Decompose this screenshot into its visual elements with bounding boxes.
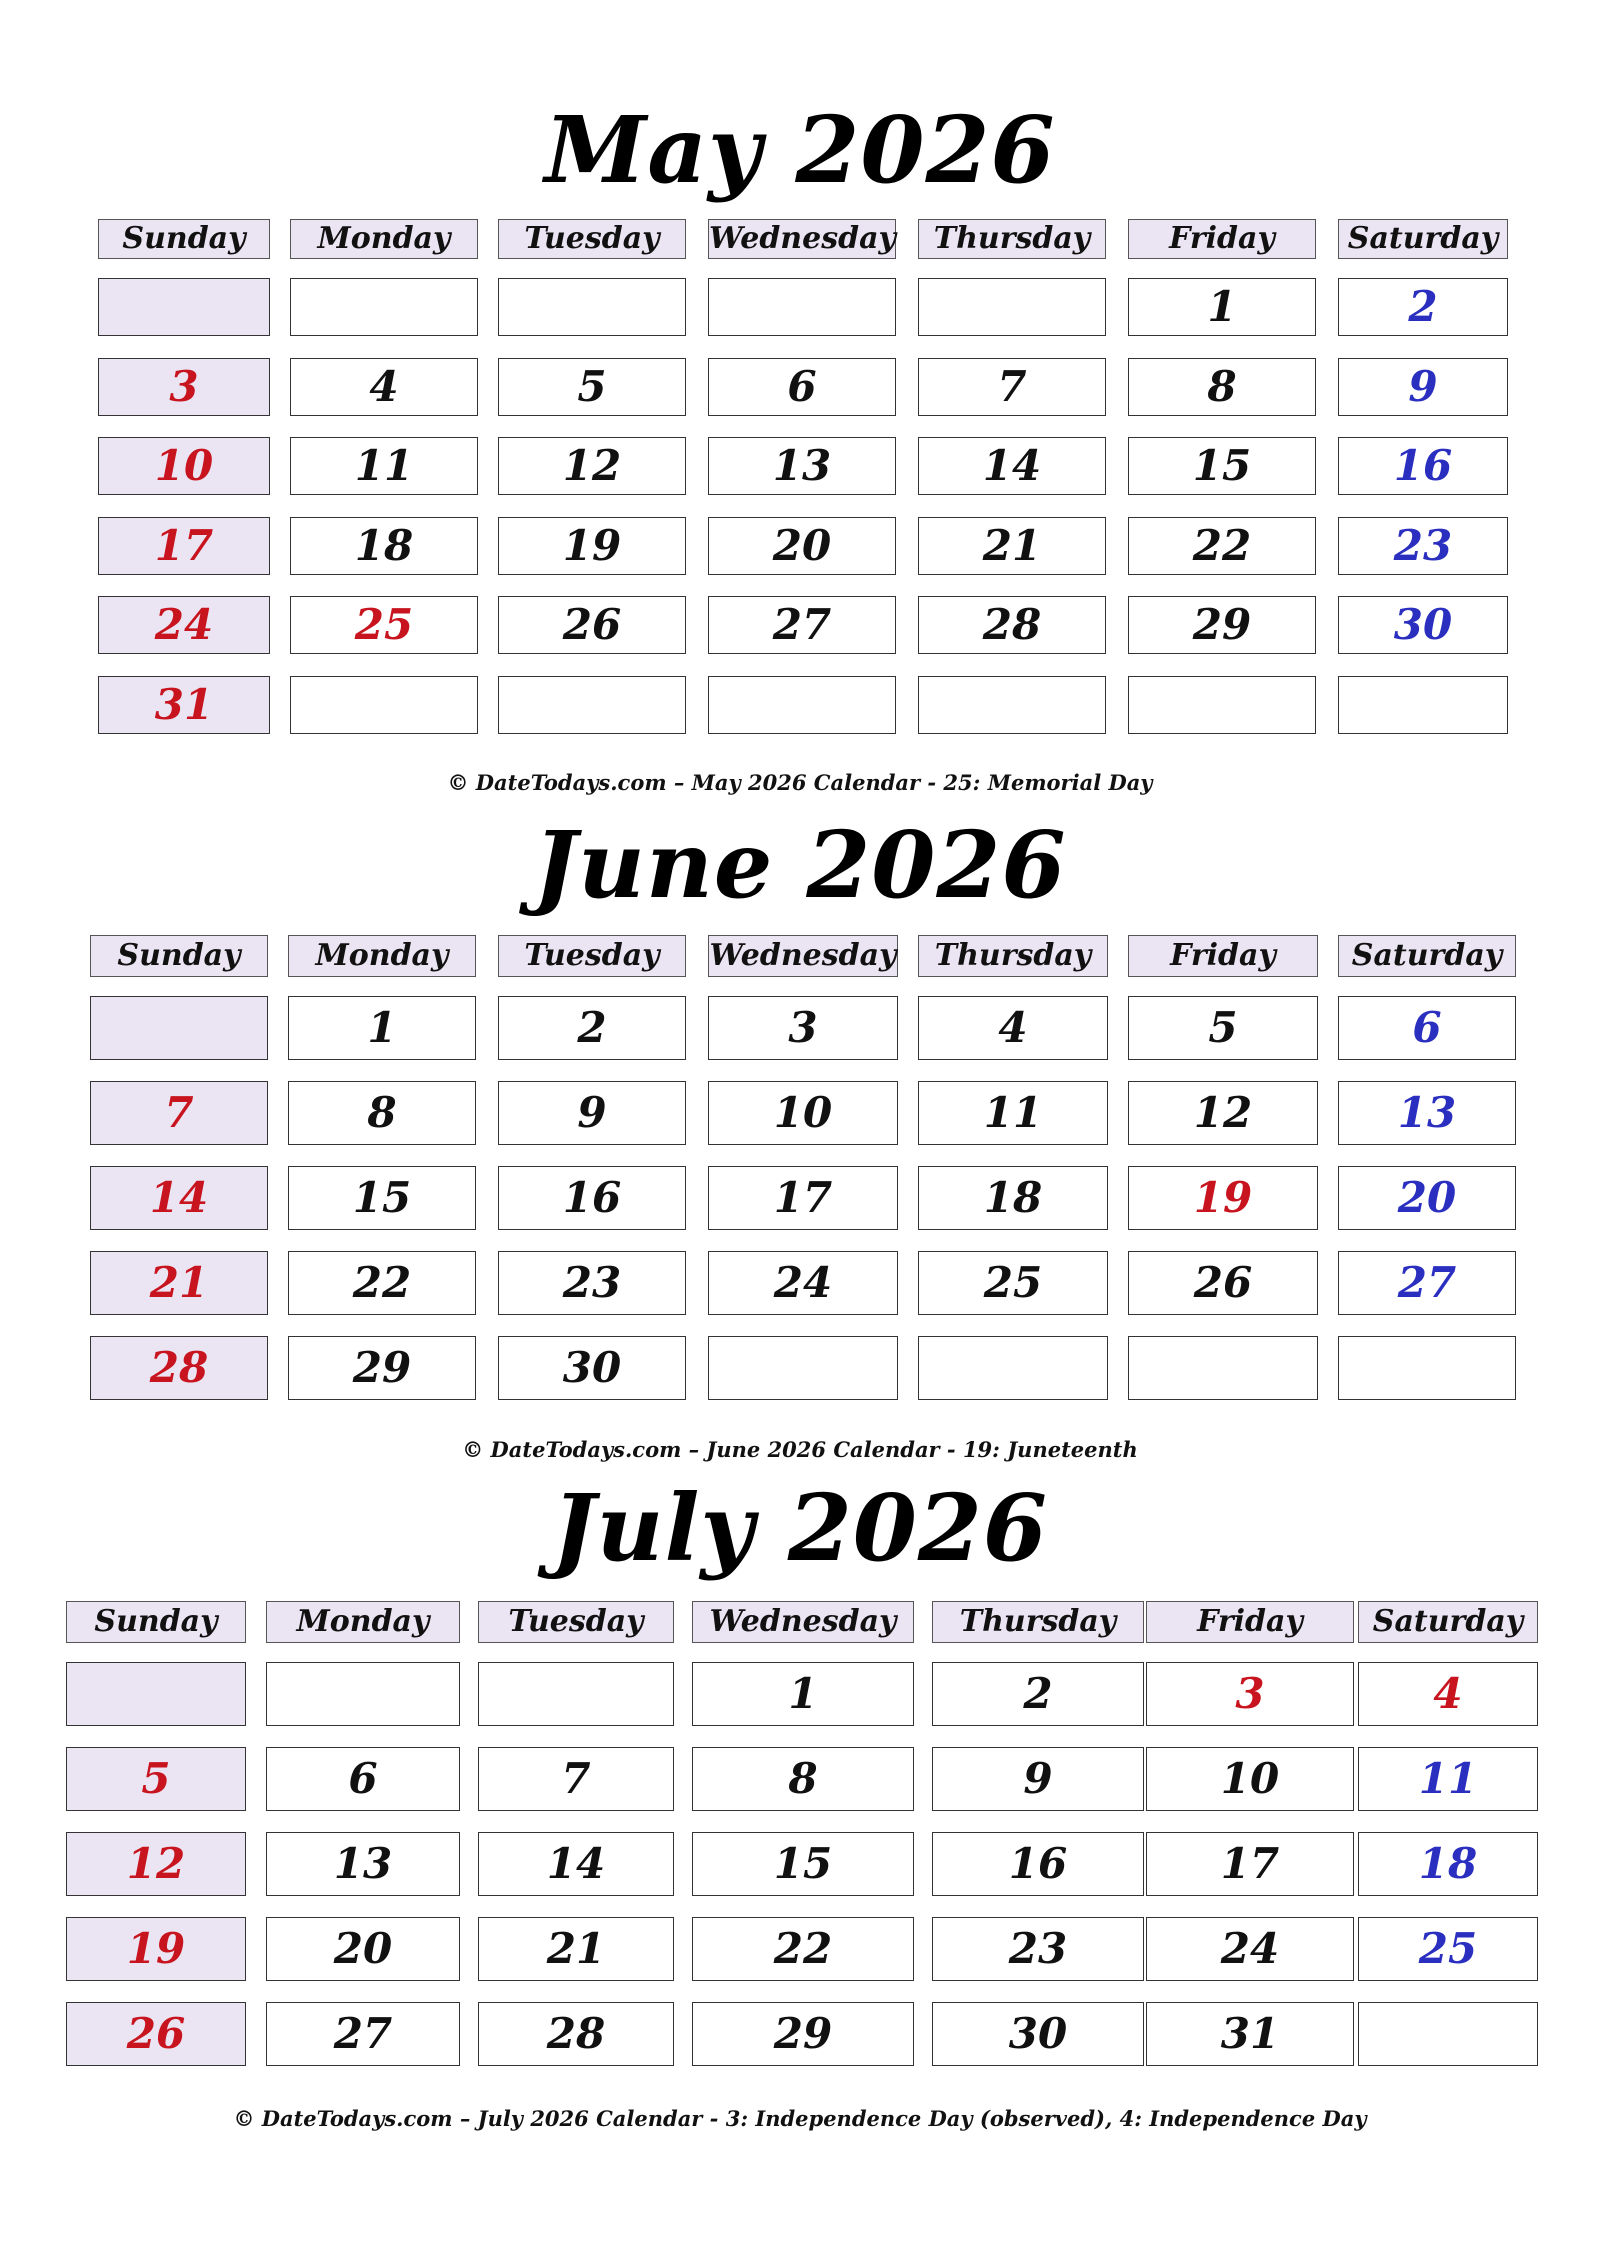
day-cell: 31	[98, 676, 270, 734]
day-cell: 20	[266, 1917, 460, 1981]
day-cell: 17	[708, 1166, 898, 1230]
day-cell: 23	[498, 1251, 686, 1315]
empty-day-cell	[290, 278, 478, 336]
day-cell: 13	[266, 1832, 460, 1896]
weekday-header-saturday: Saturday	[1338, 219, 1508, 259]
day-cell: 2	[932, 1662, 1144, 1726]
day-cell: 25	[918, 1251, 1108, 1315]
day-cell: 2	[1338, 278, 1508, 336]
day-cell: 1	[288, 996, 476, 1060]
calendar-footer-note: © DateTodays.com – June 2026 Calendar - 19: Juneteenth	[462, 1437, 1138, 1462]
empty-day-cell	[1338, 1336, 1516, 1400]
day-cell: 18	[918, 1166, 1108, 1230]
day-cell: 13	[1338, 1081, 1516, 1145]
day-cell: 14	[478, 1832, 674, 1896]
day-cell: 6	[708, 358, 896, 416]
weekday-header-monday: Monday	[266, 1601, 460, 1643]
weekday-header-sunday: Sunday	[90, 935, 268, 977]
weekday-header-friday: Friday	[1128, 935, 1318, 977]
day-cell: 5	[1128, 996, 1318, 1060]
day-cell: 14	[918, 437, 1106, 495]
day-cell: 22	[1128, 517, 1316, 575]
day-cell: 8	[692, 1747, 914, 1811]
day-cell: 14	[90, 1166, 268, 1230]
empty-day-cell	[498, 676, 686, 734]
day-cell: 27	[266, 2002, 460, 2066]
day-cell: 20	[708, 517, 896, 575]
day-cell: 28	[478, 2002, 674, 2066]
day-cell: 8	[288, 1081, 476, 1145]
day-cell: 10	[708, 1081, 898, 1145]
day-cell: 16	[498, 1166, 686, 1230]
day-cell: 21	[918, 517, 1106, 575]
day-cell: 1	[1128, 278, 1316, 336]
empty-day-cell	[1128, 1336, 1318, 1400]
day-cell: 26	[1128, 1251, 1318, 1315]
day-cell: 10	[1146, 1747, 1354, 1811]
day-cell: 17	[1146, 1832, 1354, 1896]
day-cell: 21	[478, 1917, 674, 1981]
day-cell: 12	[66, 1832, 246, 1896]
weekday-header-friday: Friday	[1146, 1601, 1354, 1643]
day-cell: 5	[498, 358, 686, 416]
day-cell: 7	[90, 1081, 268, 1145]
day-cell: 16	[1338, 437, 1508, 495]
day-cell: 19	[66, 1917, 246, 1981]
day-cell: 9	[1338, 358, 1508, 416]
day-cell: 4	[918, 996, 1108, 1060]
day-cell: 30	[932, 2002, 1144, 2066]
day-cell: 19	[498, 517, 686, 575]
empty-day-cell	[290, 676, 478, 734]
day-cell: 20	[1338, 1166, 1516, 1230]
empty-day-cell	[918, 676, 1106, 734]
day-cell: 6	[1338, 996, 1516, 1060]
empty-day-cell	[66, 1662, 246, 1726]
day-cell: 7	[918, 358, 1106, 416]
day-cell: 18	[1358, 1832, 1538, 1896]
day-cell: 15	[1128, 437, 1316, 495]
day-cell: 18	[290, 517, 478, 575]
empty-day-cell	[90, 996, 268, 1060]
day-cell: 25	[290, 596, 478, 654]
day-cell: 26	[66, 2002, 246, 2066]
day-cell: 27	[1338, 1251, 1516, 1315]
day-cell: 22	[288, 1251, 476, 1315]
day-cell: 9	[498, 1081, 686, 1145]
day-cell: 10	[98, 437, 270, 495]
empty-day-cell	[708, 1336, 898, 1400]
day-cell: 15	[692, 1832, 914, 1896]
day-cell: 4	[290, 358, 478, 416]
day-cell: 30	[1338, 596, 1508, 654]
weekday-header-wednesday: Wednesday	[708, 219, 896, 259]
empty-day-cell	[1338, 676, 1508, 734]
day-cell: 2	[498, 996, 686, 1060]
day-cell: 26	[498, 596, 686, 654]
empty-day-cell	[498, 278, 686, 336]
weekday-header-tuesday: Tuesday	[498, 219, 686, 259]
calendar-footer-note: © DateTodays.com – May 2026 Calendar - 25: Memorial Day	[447, 770, 1153, 795]
day-cell: 1	[692, 1662, 914, 1726]
weekday-header-wednesday: Wednesday	[708, 935, 898, 977]
weekday-header-monday: Monday	[290, 219, 478, 259]
month-title: May 2026	[544, 96, 1056, 204]
day-cell: 4	[1358, 1662, 1538, 1726]
empty-day-cell	[98, 278, 270, 336]
empty-day-cell	[478, 1662, 674, 1726]
day-cell: 28	[90, 1336, 268, 1400]
day-cell: 7	[478, 1747, 674, 1811]
day-cell: 6	[266, 1747, 460, 1811]
weekday-header-tuesday: Tuesday	[478, 1601, 674, 1643]
day-cell: 19	[1128, 1166, 1318, 1230]
day-cell: 11	[1358, 1747, 1538, 1811]
month-title: June 2026	[533, 811, 1067, 919]
empty-day-cell	[266, 1662, 460, 1726]
day-cell: 3	[1146, 1662, 1354, 1726]
day-cell: 12	[498, 437, 686, 495]
weekday-header-sunday: Sunday	[66, 1601, 246, 1643]
weekday-header-sunday: Sunday	[98, 219, 270, 259]
day-cell: 11	[918, 1081, 1108, 1145]
day-cell: 25	[1358, 1917, 1538, 1981]
day-cell: 5	[66, 1747, 246, 1811]
day-cell: 8	[1128, 358, 1316, 416]
day-cell: 24	[708, 1251, 898, 1315]
day-cell: 15	[288, 1166, 476, 1230]
day-cell: 3	[98, 358, 270, 416]
weekday-header-saturday: Saturday	[1338, 935, 1516, 977]
empty-day-cell	[1128, 676, 1316, 734]
weekday-header-thursday: Thursday	[918, 935, 1108, 977]
day-cell: 11	[290, 437, 478, 495]
weekday-header-saturday: Saturday	[1358, 1601, 1538, 1643]
day-cell: 28	[918, 596, 1106, 654]
day-cell: 22	[692, 1917, 914, 1981]
day-cell: 24	[98, 596, 270, 654]
day-cell: 30	[498, 1336, 686, 1400]
day-cell: 12	[1128, 1081, 1318, 1145]
day-cell: 29	[1128, 596, 1316, 654]
weekday-header-thursday: Thursday	[918, 219, 1106, 259]
day-cell: 13	[708, 437, 896, 495]
day-cell: 27	[708, 596, 896, 654]
day-cell: 16	[932, 1832, 1144, 1896]
day-cell: 9	[932, 1747, 1144, 1811]
day-cell: 21	[90, 1251, 268, 1315]
weekday-header-friday: Friday	[1128, 219, 1316, 259]
day-cell: 17	[98, 517, 270, 575]
day-cell: 3	[708, 996, 898, 1060]
day-cell: 23	[932, 1917, 1144, 1981]
empty-day-cell	[1358, 2002, 1538, 2066]
weekday-header-thursday: Thursday	[932, 1601, 1144, 1643]
day-cell: 29	[692, 2002, 914, 2066]
month-title: July 2026	[552, 1474, 1048, 1582]
weekday-header-monday: Monday	[288, 935, 476, 977]
weekday-header-wednesday: Wednesday	[692, 1601, 914, 1643]
day-cell: 29	[288, 1336, 476, 1400]
empty-day-cell	[918, 1336, 1108, 1400]
calendar-footer-note: © DateTodays.com – July 2026 Calendar - 3: Independence Day (observed), 4: Independence Day	[233, 2106, 1367, 2131]
day-cell: 24	[1146, 1917, 1354, 1981]
empty-day-cell	[918, 278, 1106, 336]
day-cell: 23	[1338, 517, 1508, 575]
weekday-header-tuesday: Tuesday	[498, 935, 686, 977]
day-cell: 31	[1146, 2002, 1354, 2066]
empty-day-cell	[708, 676, 896, 734]
empty-day-cell	[708, 278, 896, 336]
